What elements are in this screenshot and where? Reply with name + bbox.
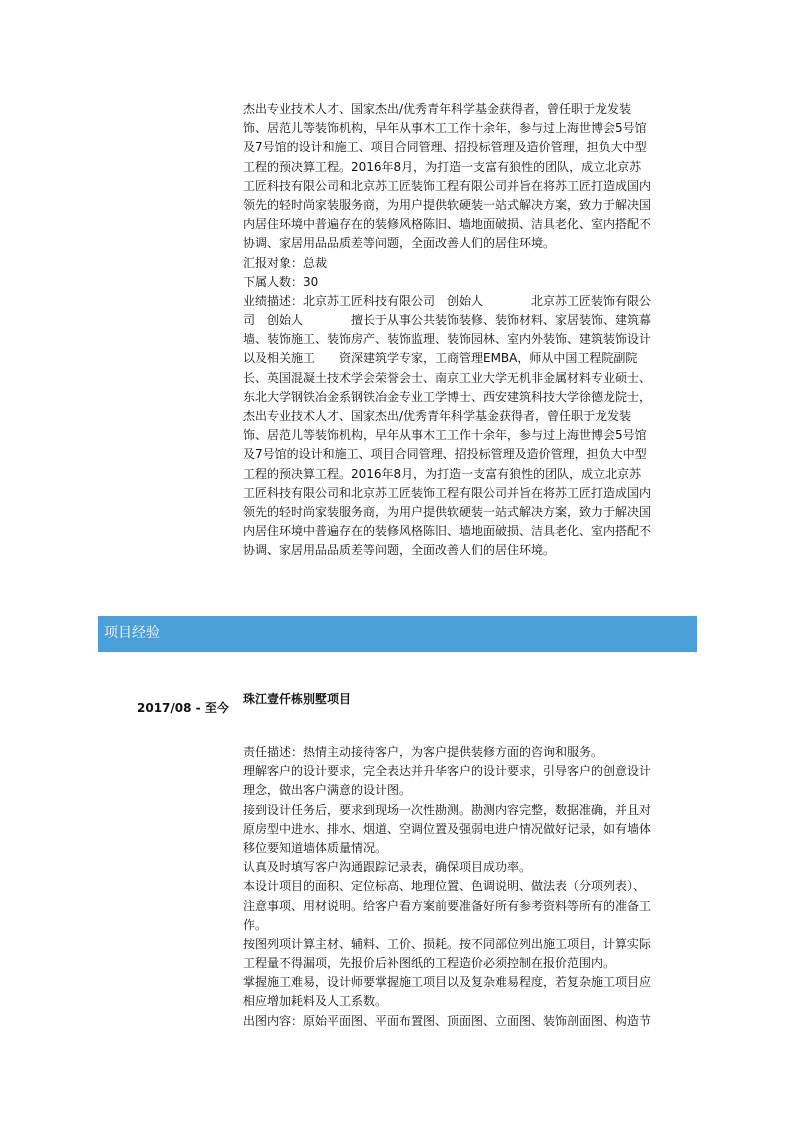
project-line: 接到设计任务后，要求到现场一次性勘测。勘测内容完整，数据准确，并且对 — [243, 802, 652, 817]
section-title: 项目经验 — [104, 625, 160, 641]
profile-intro-line: 杰出专业技术人才、国家杰出/优秀青年科学基金获得者，曾任职于龙发装 — [243, 102, 632, 116]
project-title: 珠江壹仟栋别墅项目 — [243, 692, 352, 706]
project-line: 原房型中进水、排水、烟道、空调位置及强弱电进户情况做好记录，如有墙体 — [243, 821, 652, 836]
project-line: 责任描述：热情主动接待客户，为客户提供装修方面的咨询和服务。 — [243, 745, 604, 759]
profile-intro-line: 饰、居范儿等装饰机构，早年从事木工工作十余年，参与过上海世博会5号馆 — [243, 121, 647, 136]
profile-intro-line: 及7号馆的设计和施工、项目合同管理、招投标管理及造价管理，担负大中型 — [243, 140, 647, 155]
performance-line: 工程的预决算工程。2016年8月，为打造一支富有狼性的团队，成立北京苏 — [243, 466, 642, 481]
performance-line: 业绩描述：北京苏工匠科技有限公司 创始人 北京苏工匠装饰有限公 — [243, 293, 652, 308]
project-line: 掌握施工难易，设计师要掌握施工项目以及复杂难易程度，若复杂施工项目应 — [243, 975, 652, 990]
project-date-range: 2017/08 - 至今 — [137, 701, 229, 715]
subordinates-count: 下属人数：30 — [243, 274, 319, 289]
performance-line: 杰出专业技术人才、国家杰出/优秀青年科学基金获得者，曾任职于龙发装 — [243, 409, 632, 423]
profile-intro-line: 内居住环境中普遍存在的装修风格陈旧、墙地面破损、洁具老化、室内搭配不 — [243, 217, 652, 232]
project-line: 认真及时填写客户沟通跟踪记录表，确保项目成功率。 — [243, 860, 532, 875]
performance-line: 东北大学钢铁冶金系钢铁冶金专业工学博士、西安建筑科技大学徐德龙院士， — [243, 389, 652, 404]
performance-line: 领先的轻时尚家装服务商，为用户提供软硬装一站式解决方案，致力于解决国 — [243, 504, 652, 519]
performance-line: 长、英国混凝土技术学会荣誉会士、南京工业大学无机非金属材料专业硕士、 — [243, 370, 652, 385]
project-line: 作。 — [243, 917, 268, 932]
performance-line: 墙、装饰施工、装饰房产、装饰监理、装饰园林、室内外装饰、建筑装饰设计 — [243, 332, 652, 347]
performance-line: 工匠科技有限公司和北京苏工匠装饰工程有限公司并旨在将苏工匠打造成国内 — [243, 485, 652, 500]
profile-intro-line: 工匠科技有限公司和北京苏工匠装饰工程有限公司并旨在将苏工匠打造成国内 — [243, 178, 652, 193]
project-line: 出图内容：原始平面图、平面布置图、顶面图、立面图、装饰剖面图、构造节 — [243, 1013, 652, 1028]
profile-block — [243, 100, 658, 561]
profile-intro-line: 领先的轻时尚家装服务商，为用户提供软硬装一站式解决方案，致力于解决国 — [243, 197, 652, 212]
report-to: 汇报对象：总裁 — [243, 255, 328, 270]
project-line: 相应增加耗料及人工系数。 — [243, 994, 388, 1009]
profile-intro-line: 协调、家居用品品质差等问题，全面改善人们的居住环境。 — [243, 236, 556, 251]
section-header-project-experience — [98, 616, 697, 652]
project-line: 理念，做出客户满意的设计图。 — [243, 783, 412, 798]
project-description — [243, 743, 658, 1031]
profile-intro-line: 工程的预决算工程。2016年8月，为打造一支富有狼性的团队，成立北京苏 — [243, 159, 642, 174]
project-line: 注意事项、用材说明。给客户看方案前要准备好所有参考资料等所有的准备工 — [243, 898, 652, 913]
project-line: 按图列项计算主材、辅料、工价、损耗。按不同部位列出施工项目，计算实际 — [243, 936, 652, 951]
performance-line: 饰、居范儿等装饰机构，早年从事木工工作十余年，参与过上海世博会5号馆 — [243, 428, 647, 443]
performance-line: 及7号馆的设计和施工、项目合同管理、招投标管理及造价管理，担负大中型 — [243, 447, 647, 462]
project-line: 本设计项目的面积、定位标高、地理位置、色调说明、做法表（分项列表）、 — [243, 879, 646, 894]
performance-line: 司 创始人 擅长于从事公共装饰装修、装饰材料、家居装饰、建筑幕 — [243, 313, 652, 328]
project-line: 工程量不得漏项，先报价后补图纸的工程造价必须控制在报价范围内。 — [243, 956, 616, 971]
performance-line: 以及相关施工 资深建筑学专家，工商管理EMBA，师从中国工程院副院 — [243, 351, 638, 366]
performance-line: 内居住环境中普遍存在的装修风格陈旧、墙地面破损、洁具老化、室内搭配不 — [243, 524, 652, 539]
performance-line: 协调、家居用品品质差等问题，全面改善人们的居住环境。 — [243, 543, 556, 558]
project-line: 移位要知道墙体质量情况。 — [243, 840, 388, 855]
project-line: 理解客户的设计要求，完全表达并升华客户的设计要求，引导客户的创意设计 — [243, 764, 652, 779]
